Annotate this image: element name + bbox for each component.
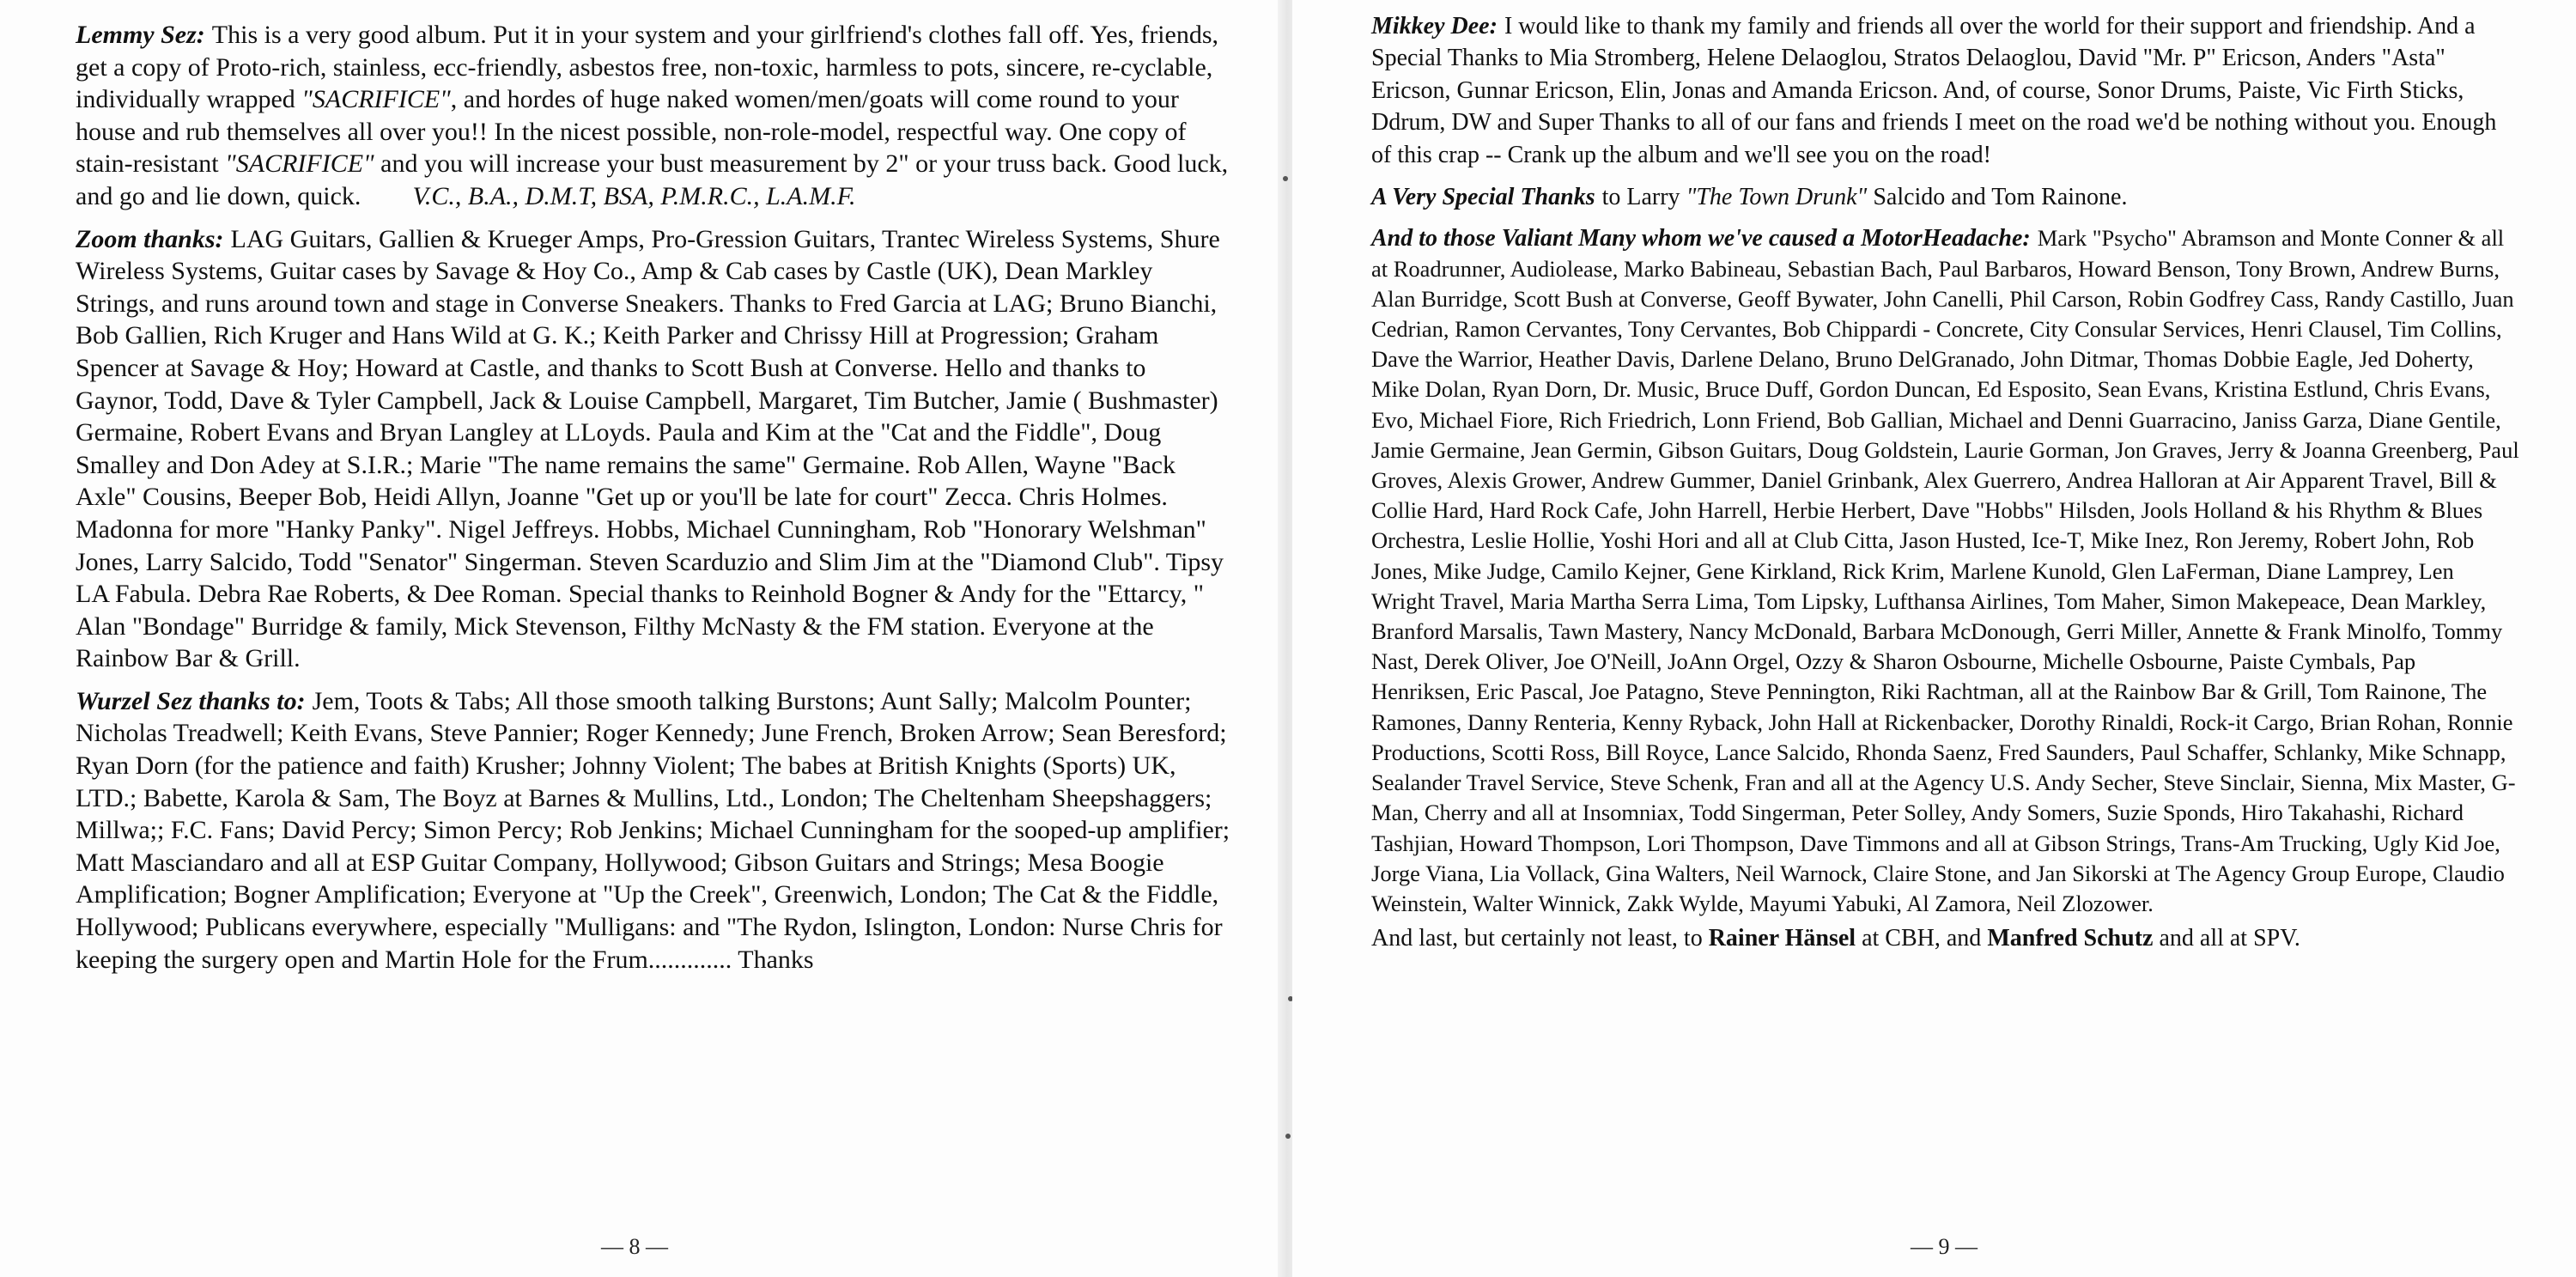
last-text-2: at CBH, and bbox=[1856, 925, 1988, 952]
left-page bbox=[0, 0, 1284, 1277]
lemmy-text-1: This is a very good album. Put it in your system and your girlfriend's clothes fall off. Yes, friends, get a copy of Proto-rich, stainless, ecc-friendly, asbestos free, non-toxic, harmless to pots, sincere, re-cyclable, individually wrapped bbox=[76, 21, 1219, 114]
page-number-right: — 9 — bbox=[1911, 1234, 1978, 1259]
lemmy-text-3: and you will increase your bust measurement by 2" or your truss back. Good luck, and go and lie down, quick. bbox=[76, 149, 1229, 210]
last-text-1: And last, but certainly not least, to bbox=[1371, 925, 1709, 952]
lemmy-paragraph bbox=[76, 19, 1232, 213]
wurzel-paragraph bbox=[76, 685, 1232, 976]
valiant-paragraph bbox=[1371, 223, 2519, 919]
mikkey-heading: Mikkey Dee: bbox=[1371, 13, 1498, 40]
last-text-3: and all at SPV. bbox=[2153, 925, 2300, 952]
special-thanks-heading: A Very Special Thanks bbox=[1371, 184, 1595, 211]
zoom-paragraph bbox=[76, 223, 1232, 675]
mikkey-paragraph bbox=[1371, 10, 2519, 171]
last-name-2: Manfred Schutz bbox=[1987, 925, 2154, 952]
mikkey-text: I would like to thank my family and friends all over the world for their support and friendship. And a Special Thanks to Mia Stromberg, Helene Delaoglou, Stratos Delaoglou, David "Mr. P" Ericson, Anders "Asta" Ericson, Gunnar Ericson, Elin, Jonas and Amanda Ericson. And, of course, Sonor Drums, Paiste, Vic Firth Sticks, Ddrum, DW and Super Thanks to all of our fans and friends I meet on the road we'd be nothing without you. Enough of this crap -- Crank up the album and we'll see you on the road! bbox=[1371, 13, 2497, 168]
lemmy-initials: V.C., B.A., D.M.T, BSA, P.M.R.C., L.A.M.F. bbox=[412, 181, 856, 210]
lemmy-text-2: , and hordes of huge naked women/men/goats will come round to your house and rub themselves all over you!! In the nicest possible, non-role-model, respectful way. One copy of stain-resistant bbox=[76, 85, 1187, 179]
lemmy-heading: Lemmy Sez: bbox=[76, 21, 205, 49]
right-page bbox=[1292, 0, 2576, 1277]
last-name-1: Rainer Hänsel bbox=[1708, 925, 1856, 952]
page-number-left: — 8 — bbox=[601, 1234, 668, 1259]
last-paragraph bbox=[1371, 922, 2519, 954]
zoom-heading: Zoom thanks: bbox=[76, 224, 224, 253]
album-title: "SACRIFICE" bbox=[301, 85, 451, 114]
scan-speck bbox=[1285, 1134, 1291, 1139]
special-thanks-paragraph bbox=[1371, 181, 2519, 213]
special-thanks-text-2: Salcido and Tom Rainone. bbox=[1867, 184, 2128, 211]
album-title: "SACRIFICE" bbox=[225, 149, 374, 179]
wurzel-heading: Wurzel Sez thanks to: bbox=[76, 686, 306, 715]
scan-speck bbox=[1283, 176, 1288, 181]
wurzel-text: Jem, Toots & Tabs; All those smooth talking Burstons; Aunt Sally; Malcolm Pounter; Nicholas Treadwell; Keith Evans, Steve Pannier; Roger Kennedy; June French, Broken Arrow; Sean Beresford; Ryan Dorn (for the patience and faith) Krusher; Johnny Violent; The babes at British Knights (Sports) UK, LTD.; Babette, Karola & Sam, The Boyz at Barnes & Mullins, Ltd., London; The Cheltenham Sheepshaggers; Millwa;; F.C. Fans; David Percy; Simon Percy; Rob Jenkins; Michael Cunningham for the sooped-up amplifier; Matt Masciandaro and all at ESP Guitar Company, Hollywood; Gibson Guitars and Strings; Mesa Boogie Amplification; Bogner Amplification; Everyone at "Up the Creek", Greenwich, London; The Cat & the Fiddle, Hollywood; Publicans everywhere, especially "Mulligans: and "The Rydon, Islington, London: Nurse Chris for keeping the surgery open and Martin Hole for the Frum............. Thanks bbox=[76, 686, 1230, 974]
special-thanks-nickname: "The Town Drunk" bbox=[1686, 184, 1868, 211]
special-thanks-text-1: to Larry bbox=[1601, 184, 1686, 211]
zoom-text: LAG Guitars, Gallien & Krueger Amps, Pro-Gression Guitars, Trantec Wireless Systems, Shure Wireless Systems, Guitar cases by Savage & Hoy Co., Amp & Cab cases by Castle (UK), Dean Markley Strings, and runs around town and stage in Converse Sneakers. Thanks to Fred Garcia at LAG; Bruno Bianchi, Bob Gallien, Rich Kruger and Hans Wild at G. K.; Keith Parker and Chrissy Hill at Progression; Graham Spencer at Savage & Hoy; Howard at Castle, and thanks to Scott Bush at Converse. Hello and thanks to Gaynor, Todd, Dave & Tyler Campbell, Jack & Louise Campbell, Margaret, Tim Butcher, Jamie ( Bushmaster) Germaine, Robert Evans and Bryan Langley at LLoyds. Paula and Kim at the "Cat and the Fiddle", Doug Smalley and Don Adey at S.I.R.; Marie "The name remains the same" Germaine. Rob Allen, Wayne "Back Axle" Cousins, Beeper Bob, Heidi Allyn, Joanne "Get up or you'll be late for court" Zecca. Chris Holmes. Madonna for more "Hanky Panky". Nigel Jeffreys. Hobbs, Michael Cunningham, Rob "Honorary Welshman" Jones, Larry Salcido, Todd "Senator" Singerman. Steven Scarduzio and Slim Jim at the "Diamond Club". Tipsy LA Fabula. Debra Rae Roberts, & Dee Roman. Special thanks to Reinhold Bogner & Andy for the "Ettarcy, " Alan "Bondage" Burridge & family, Mick Stevenson, Filthy McNasty & the FM station. Everyone at the Rainbow Bar & Grill. bbox=[76, 224, 1224, 673]
valiant-heading: And to those Valiant Many whom we've caused a MotorHeadache: bbox=[1371, 225, 2031, 252]
valiant-text: Mark "Psycho" Abramson and Monte Conner & all at Roadrunner, Audiolease, Marko Babineau, Sebastian Bach, Paul Barbaros, Howard Benson, Tony Brown, Andrew Burns, Alan Burridge, Scott Bush at Converse, Geoff Bywater, John Canelli, Phil Carson, Robin Godfrey Cass, Randy Castillo, Juan Cedrian, Ramon Cervantes, Tony Cervantes, Bob Chippardi - Concrete, City Consular Services, Henri Clausel, Tim Collins, Dave the Warrior, Heather Davis, Darlene Delano, Bruno DelGranado, John Ditmar, Thomas Dobbie Eagle, Jed Doherty, Mike Dolan, Ryan Dorn, Dr. Music, Bruce Duff, Gordon Duncan, Ed Esposito, Sean Evans, Kristina Estlund, Chris Evans, Evo, Michael Fiore, Rich Friedrich, Lonn Friend, Bob Gallian, Michael and Denni Guarracino, Janiss Garza, Diane Gentile, Jamie Germaine, Jean Germin, Gibson Guitars, Doug Goldstein, Laurie Gorman, Jon Graves, Jerry & Joanna Greenberg, Paul Groves, Alexis Grower, Andrew Gummer, Daniel Grinbank, Alex Guerrero, Andrea Halloran at Air Apparent Travel, Bill & Collie Hard, Hard Rock Cafe, John Harrell, Herbie Herbert, Dave "Hobbs" Hilsden, Jools Holland & his Rhythm & Blues Orchestra, Leslie Hollie, Yoshi Hori and all at Club Citta, Jason Husted, Ice-T, Mike Inez, Ron Jeremy, Robert John, Rob Jones, Mike Judge, Camilo Kejner, Gene Kirkland, Rick Krim, Marlene Kunold, Glen LaFerman, Diane Lamprey, Len Wright Travel, Maria Martha Serra Lima, Tom Lipsky, Lufthansa Airlines, Tom Maher, Simon Makepeace, Dean Markley, Branford Marsalis, Tawn Mastery, Nancy McDonald, Barbara McDonough, Gerri Miller, Annette & Frank Minolfo, Tommy Nast, Derek Oliver, Joe O'Neill, JoAnn Orgel, Ozzy & Sharon Osbourne, Michelle Osbourne, Paiste Cymbals, Pap Henriksen, Eric Pascal, Joe Patagno, Steve Pennington, Riki Rachtman, all at the Rainbow Bar & Grill, Tom Rainone, The Ramones, Danny Renteria, Kenny Ryback, John Hall at Rickenbacker, Dorothy Rinaldi, Rock-it Cargo, Brian Rohan, Ronnie Productions, Scotti Ross, Bill Royce, Lance Salcido, Rhonda Saenz, Fred Saunders, Paul Schaffer, Schlanky, Mike Schnapp, Sealander Travel Service, Steve Schenk, Fran and all at the Agency U.S. Andy Secher, Steve Sinclair, Sienna, Mix Master, G-Man, Cherry and all at Insomniax, Todd Singerman, Peter Solley, Andy Somers, Suzie Sponds, Hiro Takahashi, Richard Tashjian, Howard Thompson, Lori Thompson, Dave Timmons and all at Gibson Strings, Trans-Am Trucking, Ugly Kid Joe, Jorge Viana, Lia Vollack, Gina Walters, Neil Warnock, Claire Stone, and Jan Sikorski at The Agency Group Europe, Claudio Weinstein, Walter Winnick, Zakk Wylde, Mayumi Yabuki, Al Zamora, Neil Zlozower. bbox=[1371, 225, 2519, 916]
